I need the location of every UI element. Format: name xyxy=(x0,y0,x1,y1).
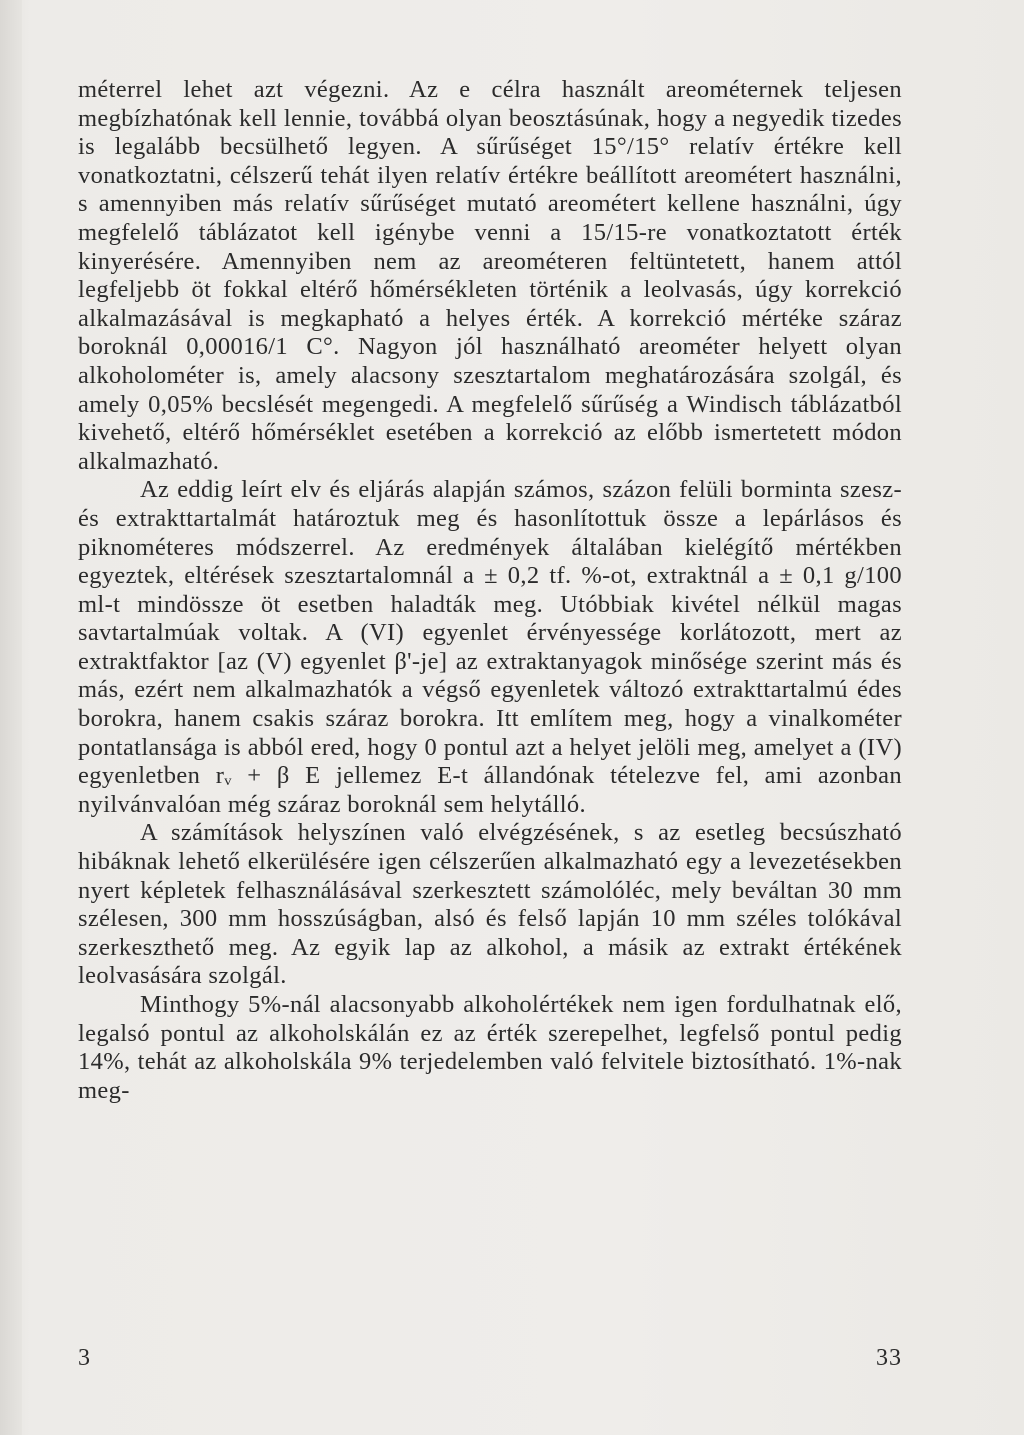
page-binding-edge xyxy=(0,0,22,1435)
paragraph-results: Az eddig leírt elv és eljárás alapján számos, százon felüli borminta szesz- és extrakttartalmát határoztuk meg és hasonlítottuk össze a lepárlásos és piknométeres módszerrel. Az eredmények általában kielégítő mértékben egyeztek, eltérések szesztartalomnál a ± 0,2 tf. %-ot, extraktnál a ± 0,1 g/100 ml-t mindössze öt esetben haladták meg. Utóbbiak kivétel nélkül magas savtartalmúak voltak. A (VI) egyenlet érvényessége korlátozott, mert az extraktfaktor [az (V) egyenlet β'-je] az extraktanyagok minősége szerint más és más, ezért nem alkalmazhatók a végső egyenletek változó extrakttartalmú édes borokra, hanem csakis száraz borokra. Itt említem meg, hogy a vinalkométer pontatlansága is abból ered, hogy 0 pontul azt a helyet jelöli meg, amelyet a (IV) egyenletben rᵥ + β E jellemez E-t állandónak tételezve fel, ami azonban nyilvánvalóan még száraz boroknál sem helytálló. xyxy=(78,476,902,818)
page-footer xyxy=(78,1345,902,1375)
signature-mark: 3 xyxy=(78,1345,90,1371)
paragraph-alcohol-scale: Minthogy 5%-nál alacsonyabb alkoholértékek nem igen fordulhatnak elő, legalsó pontul az alkoholskálán ez az érték szerepelhet, legfelső pontul pedig 14%, tehát az alkoholskála 9% terjedelemben való felvitele biztosítható. 1%-nak meg- xyxy=(78,991,902,1104)
page-number: 33 xyxy=(876,1345,902,1371)
paragraph-continuation: méterrel lehet azt végezni. Az e célra használt areométernek teljesen megbízhatónak kell lennie, továbbá olyan beosztásúnak, hogy a negyedik tizedes is legalább becsülhető legyen. A sűrűséget 15°/15° relatív értékre kell vonatkoztatni, célszerű tehát ilyen relatív értékre beállított areométert használni, s amennyiben más relatív sűrűséget mutató areométert kellene használni, úgy megfelelő táblázatot kell igénybe venni a 15/15-re vonatkoztatott érték kinyerésére. Amennyiben nem az areométeren feltüntetett, hanem attól legfeljebb öt fokkal eltérő hőmérsékleten történik a leolvasás, úgy korrekció alkalmazásával is megkapható a helyes érték. A korrekció mértéke száraz boroknál 0,00016/1 C°. Nagyon jól használható areométer helyett olyan alkoholométer is, amely alacsony szesztartalom meghatározására szolgál, és amely 0,05% becslését megengedi. A megfelelő sűrűség a Windisch táblázatból kivehető, eltérő hőmérséklet esetében a korrekció az előbb ismertetett módon alkalmazható. xyxy=(78,76,902,475)
paragraph-slide-rule: A számítások helyszínen való elvégzésének, s az esetleg becsúszható hibáknak lehető elkerülésére igen célszerűen alkalmazható egy a levezetésekben nyert képletek felhasználásával szerkesztett számolóléc, mely beváltan 30 mm szélesen, 300 mm hosszúságban, alsó és felső lapján 10 mm széles tolókával szerkeszthető meg. Az egyik lap az alkohol, a másik az extrakt értékének leolvasására szolgál. xyxy=(78,819,902,990)
body-text xyxy=(78,76,902,1105)
